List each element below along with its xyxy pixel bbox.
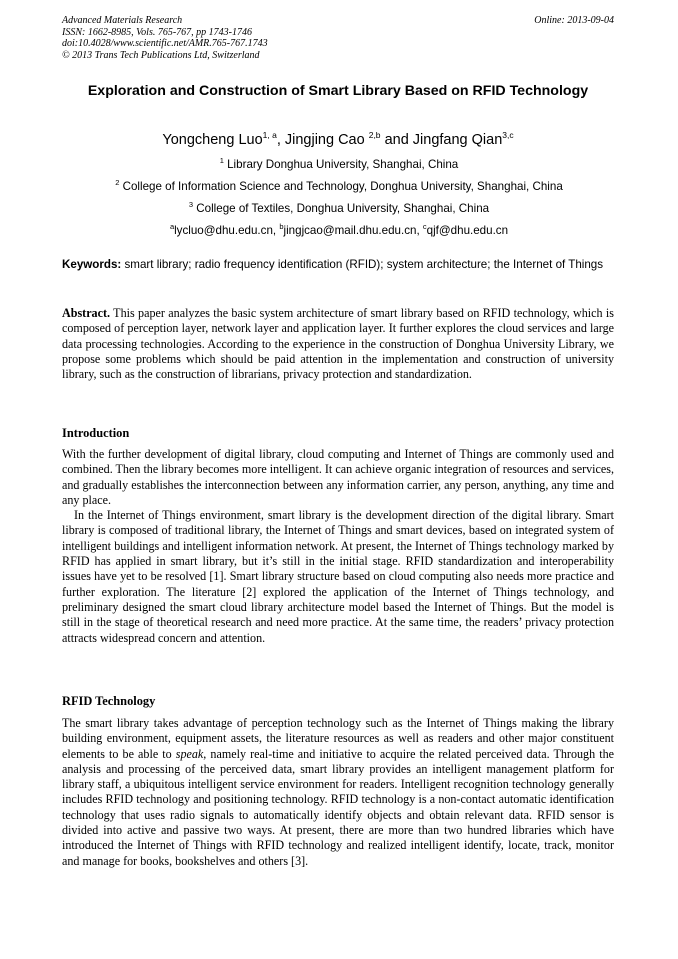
- introduction-section: [62, 447, 614, 646]
- author-separator: and Jingfang Qian: [380, 132, 503, 148]
- affiliation-text: College of Information Science and Technology, Donghua University, Shanghai, China: [119, 180, 563, 193]
- keywords-label: Keywords:: [62, 258, 122, 271]
- email-link[interactable]: lycluo@dhu.edu.cn,: [174, 224, 280, 237]
- author-emails: [40, 224, 638, 238]
- affiliation-text: Library Donghua University, Shanghai, China: [223, 158, 459, 171]
- affiliation-number: 2: [115, 178, 120, 187]
- author-superscript: 3,c: [502, 130, 514, 140]
- publication-header: [62, 15, 268, 61]
- email-superscript: b: [279, 222, 284, 231]
- author-list: [62, 131, 614, 149]
- section-heading-introduction: Introduction: [62, 426, 130, 440]
- author-name: Yongcheng Luo: [162, 132, 263, 148]
- email-link[interactable]: jingjcao@mail.dhu.edu.cn,: [283, 224, 423, 237]
- paragraph: [62, 716, 614, 869]
- affiliation: [40, 202, 638, 216]
- online-date: Online: 2013-09-04: [534, 15, 614, 26]
- emphasis-text: speak: [175, 746, 204, 761]
- email-link[interactable]: qjf@dhu.edu.cn: [426, 224, 509, 237]
- paragraph: With the further development of digital library, cloud computing and Internet of Things are commonly used and combined. Then the library becomes more intelligent. It can achieve organic integration of resources and services, and gradually establishes the interconnection between any information carrier, any person, anything, any time and any place.: [62, 447, 614, 507]
- paragraph: In the Internet of Things environment, smart library is the development direction of the digital library. Smart library is composed of traditional library, the Internet of Things and smart devices, based on integrated system of intelligent buildings and intelligent information network. At present, the Internet of Things technology marked by RFID has applied in smart library, but it’s still in the initial stage. RFID standardization and interoperability issues have yet to be resolved [1]. Smart library structure based on cloud computing also needs more practice and further exploration. The literature [2] explored the application of the Internet of Things technology, and preliminary designed the smart cloud library architecture model based the Internet of Things. But the model is still in the stage of theoretical research and need more practice. At the same time, the readers’ privacy protection attracts widespread concern and attention.: [62, 508, 614, 645]
- doi-line: doi:10.4028/www.scientific.net/AMR.765-767.1743: [62, 38, 268, 49]
- email-superscript: c: [422, 222, 427, 231]
- author-superscript: 1, a: [262, 130, 277, 140]
- author-superscript: 2,b: [368, 130, 381, 140]
- keywords-text: smart library; radio frequency identification (RFID); system architecture; the Internet of Things: [121, 258, 604, 271]
- affiliation: [40, 180, 638, 194]
- journal-name: Advanced Materials Research: [62, 15, 183, 26]
- affiliation: [40, 158, 638, 172]
- affiliation-text: College of Textiles, Donghua University, Shanghai, China: [193, 202, 490, 215]
- email-superscript: a: [169, 222, 175, 231]
- affiliation-number: 1: [219, 156, 224, 165]
- section-heading-rfid: RFID Technology: [62, 694, 156, 708]
- abstract-text: This paper analyzes the basic system architecture of smart library based on RFID technology, which is composed of perception layer, network layer and application layer. It further explores the cloud services and large data processing technologies. According to the experience in the construction of Donghua University Library, we propose some problems which should be paid attention in the implementation and construction of university library, such as the construction of librarians, privacy protection and standardization.: [62, 306, 614, 382]
- affiliation-number: 3: [188, 200, 194, 209]
- rfid-section: [62, 716, 614, 869]
- issn-line: ISSN: 1662-8985, Vols. 765-767, pp 1743-1746: [62, 26, 252, 38]
- keywords: [62, 257, 614, 272]
- paragraph-text: The smart library takes advantage of perception technology such as the Internet of Things making the library building environment, equipment assets, the literature resources as well as readers and other major constituent elements to be able to: [62, 716, 614, 761]
- abstract-label: Abstract.: [62, 306, 111, 320]
- paper-title: Exploration and Construction of Smart Library Based on RFID Technology: [87, 83, 589, 99]
- copyright-line: © 2013 Trans Tech Publications Ltd, Switzerland: [62, 49, 260, 61]
- paragraph-text: , namely real-time and initiative to acquire the related perceived data. Through the analysis and processing of the perceived data, smart library provides an intelligent management platform for library staff, a ubiquitous intelligent service environment for readers. Intelligent recognition technology generally includes RFID technology and positioning technology. RFID technology is a non-contact automatic identification technology that uses radio signals to automatically identify objects and obtain relevant data. RFID sensor is divided into active and passive two ways. At present, there are more than two hundred libraries which have introduced the Internet of Things with RFID technology and realized intelligent identify, locate, track, monitor and manage for books, bookshelves and others [3].: [62, 746, 614, 868]
- abstract: [62, 306, 614, 382]
- author-separator: , Jingjing Cao: [276, 132, 369, 148]
